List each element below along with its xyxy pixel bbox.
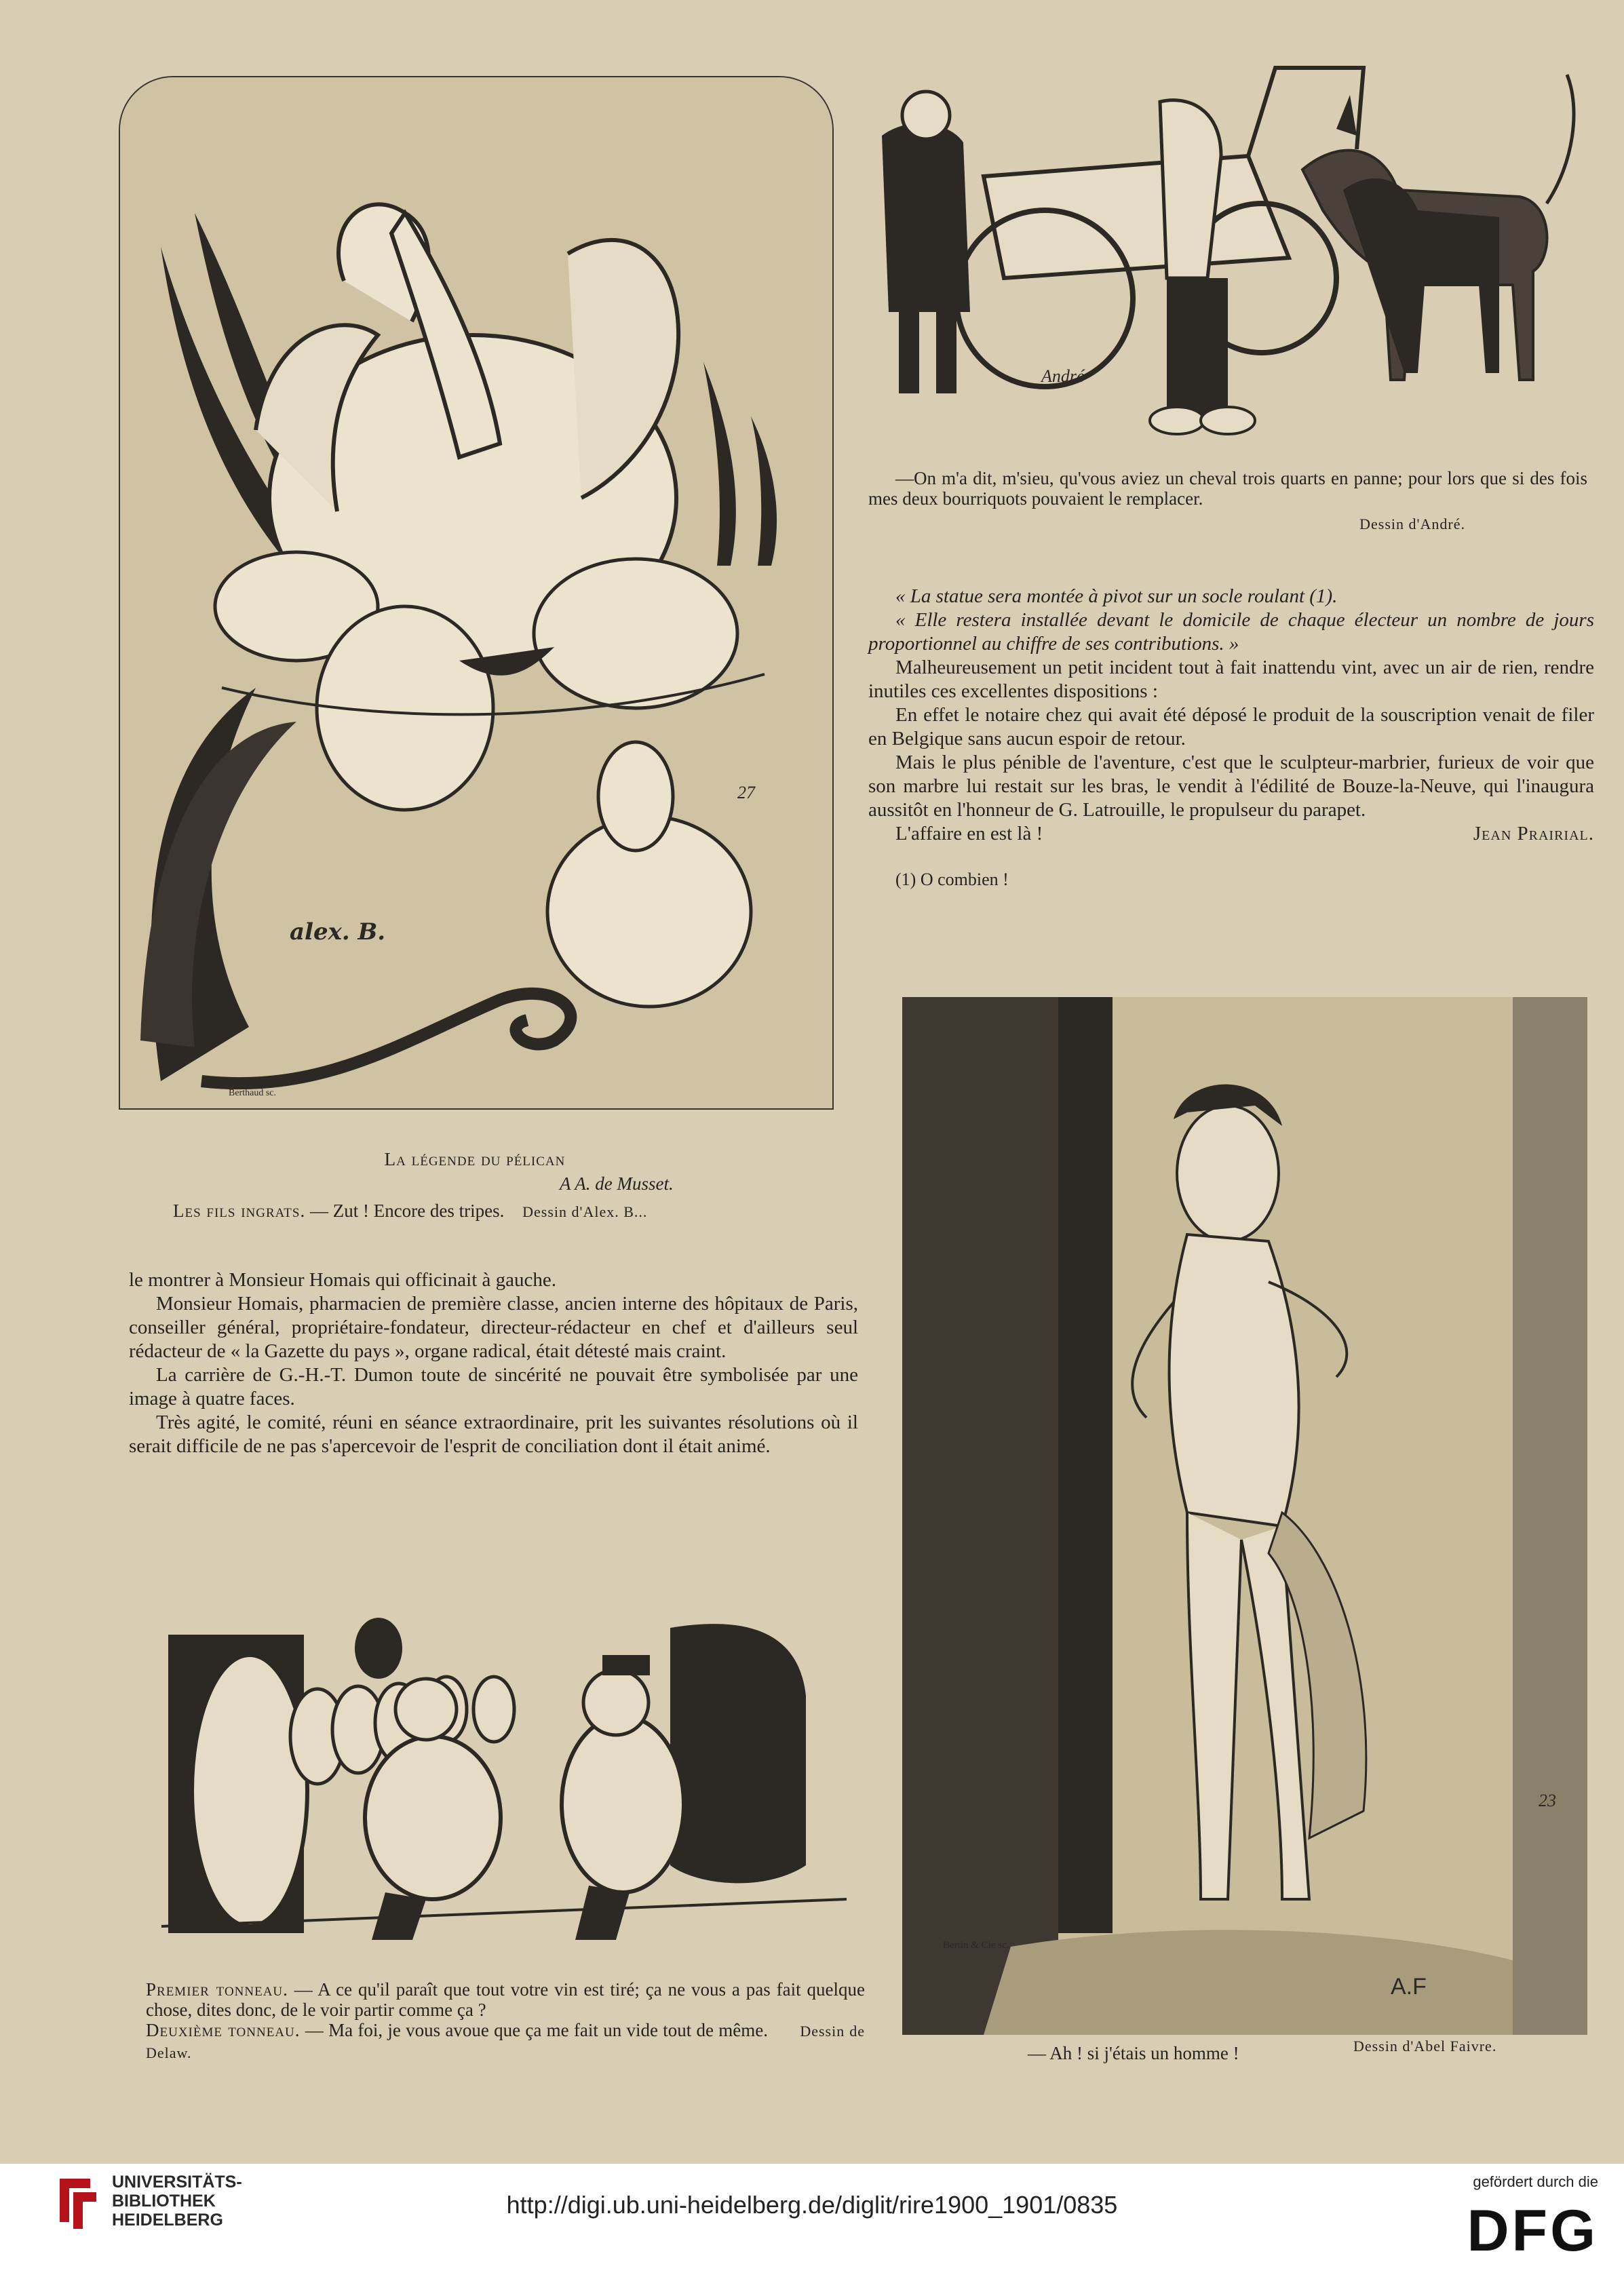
left-paragraph-3: La carrière de G.-H.-T. Dumon toute de sincérité ne pouvait être symbolisée par une image à quatre faces. bbox=[129, 1364, 858, 1409]
article-paragraph-2: En effet le notaire chez qui avait été déposé le produit de la souscription venait de filer en Belgique sans aucun espoir de retour. bbox=[868, 704, 1594, 750]
statue-quote-2: « Elle restera installée devant le domicile de chaque électeur un nombre de jours proportionnel au chiffre de ses contributions. » bbox=[868, 609, 1594, 655]
pelican-title: La légende du pélican bbox=[384, 1149, 566, 1169]
pelican-signature: alex. B. bbox=[290, 918, 386, 946]
sponsor-note: gefördert durch die bbox=[1473, 2173, 1598, 2190]
woman-engraver: Bertin & Cie sc. bbox=[943, 1940, 1009, 1951]
pelican-illustration bbox=[119, 76, 834, 1110]
woman-signature: A.F bbox=[1391, 1974, 1427, 2000]
article-paragraph-1: Malheureusement un petit incident tout à fait inattendu vint, avec un air de rien, rendre inutiles ces excellentes dispositions : bbox=[868, 657, 1594, 702]
barrels-line-1 bbox=[146, 1979, 865, 2020]
left-paragraph-1: le montrer à Monsieur Homais qui officinait à gauche. bbox=[129, 1269, 557, 1291]
article-author: Jean Prairial. bbox=[1473, 823, 1594, 844]
dfg-logo: DFG bbox=[1467, 2198, 1598, 2263]
automobile-caption-text: —On m'a dit, m'sieu, qu'vous aviez un cheval trois quarts en panne; pour lors que si des fois mes deux bourriquots pouvaient le remplacer. bbox=[868, 468, 1587, 509]
automobile-drawing bbox=[868, 54, 1594, 448]
pelican-dedication: A A. de Musset. bbox=[560, 1173, 674, 1194]
barrels-text-1: — A ce qu'il paraît que tout votre vin est tiré; ça ne vous a pas fait quelque chose, dites donc, de le voir partir comme ça ? bbox=[146, 1979, 865, 2020]
right-column-text bbox=[868, 585, 1594, 891]
woman-drawing bbox=[902, 997, 1587, 2035]
article-paragraph-4: L'affaire en est là ! bbox=[895, 823, 1043, 844]
pelican-credit: Dessin d'Alex. B... bbox=[522, 1203, 648, 1220]
automobile-credit: Dessin d'André. bbox=[1359, 515, 1465, 532]
barrels-illustration bbox=[155, 1574, 857, 1953]
left-paragraph-4: Très agité, le comité, réuni en séance extraordinaire, prit les suivantes résolutions où il serait difficile de ne pas s'apercevoir de l'esprit de conciliation dont il était animé. bbox=[129, 1412, 858, 1457]
pelican-subtitle bbox=[173, 1199, 851, 1224]
automobile-signature: André bbox=[1041, 366, 1085, 386]
automobile-caption bbox=[868, 468, 1587, 509]
woman-caption: — Ah ! si j'étais un homme ! bbox=[1028, 2043, 1239, 2063]
article-paragraph-3: Mais le plus pénible de l'aventure, c'est que le sculpteur-marbrier, furieux de voir que son marbre lui restait sur les bras, le vendit à l'édilité de Bouze-la-Neuve, qui l'inaugura aussitôt en l'honneur de G. Latrouille, le propulseur du parapet. bbox=[868, 752, 1594, 821]
pelican-subtitle-text: — Zut ! Encore des tripes. bbox=[309, 1201, 505, 1221]
woman-illustration bbox=[902, 997, 1587, 2035]
article-closing-line bbox=[868, 822, 1594, 846]
pelican-drawing bbox=[120, 77, 832, 1108]
left-column-text bbox=[129, 1268, 858, 1458]
pelican-subtitle-label: Les fils ingrats. bbox=[173, 1201, 306, 1221]
woman-credit: Dessin d'Abel Faivre. bbox=[1353, 2038, 1497, 2055]
barrels-credit: Dessin de Delaw. bbox=[146, 2023, 865, 2061]
pelican-engraver: Berthaud sc. bbox=[229, 1088, 276, 1098]
automobile-illustration bbox=[868, 54, 1594, 448]
barrels-text-2: — Ma foi, je vous avoue que ça me fait un vide tout de même. bbox=[305, 2020, 769, 2040]
barrels-speaker-2: Deuxième tonneau. bbox=[146, 2020, 301, 2040]
pelican-plate-number: 27 bbox=[737, 783, 755, 802]
barrels-caption bbox=[146, 1979, 865, 2063]
library-line-3: HEIDELBERG bbox=[112, 2211, 223, 2230]
barrels-speaker-1: Premier tonneau. bbox=[146, 1979, 288, 2000]
woman-plate-number: 23 bbox=[1539, 1791, 1556, 1810]
statue-quote-1: « La statue sera montée à pivot sur un socle roulant (1). bbox=[895, 585, 1338, 607]
footer-band bbox=[0, 2164, 1624, 2277]
library-line-2: BIBLIOTHEK bbox=[112, 2192, 216, 2211]
library-line-1: UNIVERSITÄTS- bbox=[112, 2173, 242, 2192]
barrels-drawing bbox=[155, 1574, 857, 1953]
barrels-line-2 bbox=[146, 2020, 865, 2063]
permalink-url[interactable]: http://digi.ub.uni-heidelberg.de/diglit/rire1900_1901/0835 bbox=[506, 2191, 1118, 2219]
left-paragraph-2: Monsieur Homais, pharmacien de première classe, ancien interne des hôpitaux de Paris, conseiller général, propriétaire-fondateur, directeur-rédacteur en chef et d'ailleurs seul rédacteur de « la Gazette du pays », organe radical, était détesté mais craint. bbox=[129, 1293, 858, 1362]
article-footnote: (1) O combien ! bbox=[895, 870, 1009, 889]
